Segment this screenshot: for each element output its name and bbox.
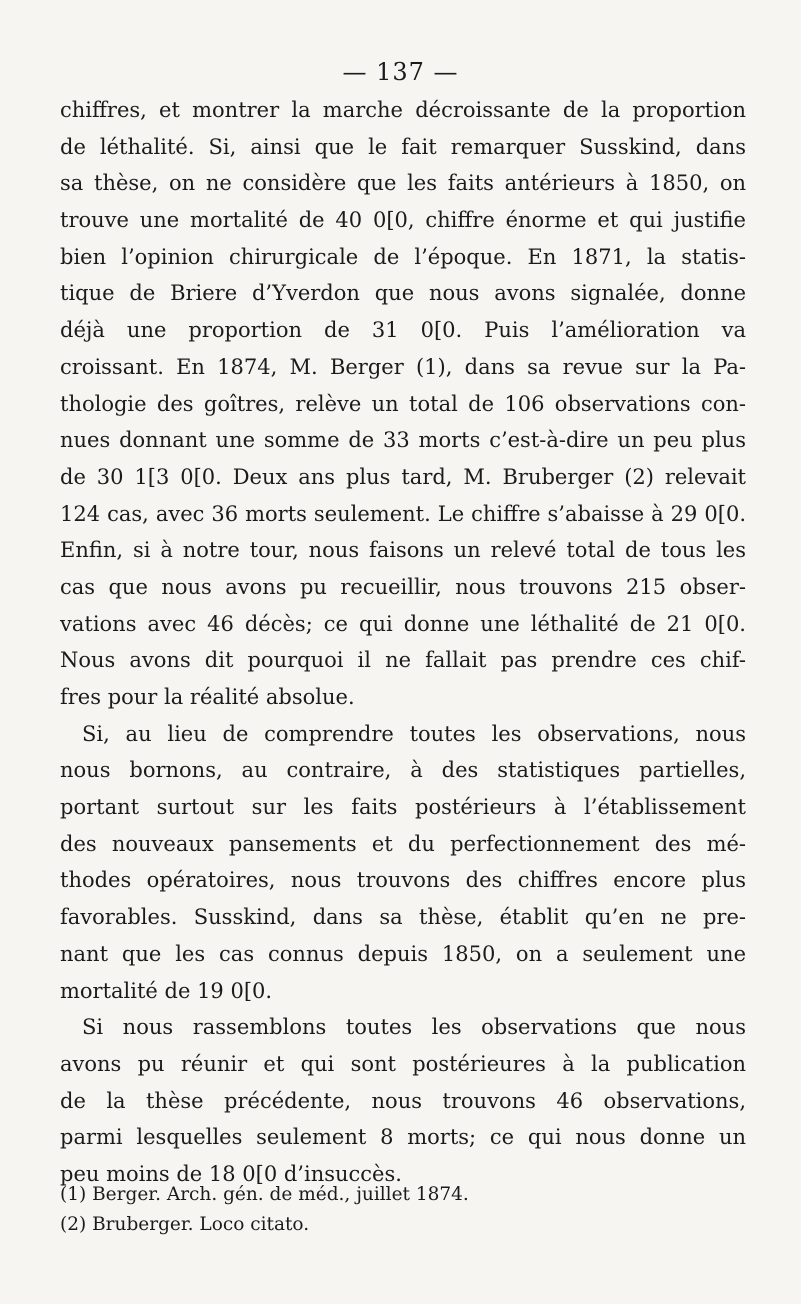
text-line: Si nous rassemblons toutes les observations que nous	[82, 1015, 746, 1040]
text-line: croissant. En 1874, M. Berger (1), dans sa revue sur la Pa-	[60, 354, 746, 379]
text-line: bien l’opinion chirurgicale de l’époque. En 1871, la statis-	[60, 244, 746, 269]
text-line: avons pu réunir et qui sont postérieures à la publication	[60, 1051, 746, 1076]
text-line: Enfin, si à notre tour, nous faisons un relevé total de tous les	[60, 538, 746, 563]
footnote: (1) Berger. Arch. gén. de méd., juillet 1874.	[60, 1184, 469, 1205]
text-line: nues donnant une somme de 33 morts c’est-à-dire un peu plus	[60, 428, 746, 453]
body-text	[60, 92, 746, 1193]
text-line: mortalité de 19 0[0.	[60, 978, 273, 1003]
text-line: fres pour la réalité absolue.	[60, 685, 355, 709]
footnote: (2) Bruberger. Loco citato.	[60, 1214, 310, 1235]
text-line: thologie des goîtres, relève un total de 106 observations con-	[60, 391, 746, 416]
text-line: portant surtout sur les faits postérieurs à l’établissement	[60, 795, 746, 820]
text-line: cas que nous avons pu recueillir, nous trouvons 215 obser-	[60, 574, 746, 599]
text-line: Nous avons dit pourquoi il ne fallait pas prendre ces chif-	[60, 648, 746, 673]
text-line: de 30 1[3 0[0. Deux ans plus tard, M. Bruberger (2) relevait	[60, 464, 746, 489]
footnotes	[60, 1180, 746, 1240]
text-line: nant que les cas connus depuis 1850, on a seulement une	[60, 941, 746, 966]
text-line: parmi lesquelles seulement 8 morts; ce qui nous donne un	[60, 1125, 746, 1150]
page-number: — 137 —	[342, 58, 459, 86]
text-line: thodes opératoires, nous trouvons des chiffres encore plus	[60, 868, 746, 893]
text-line: 124 cas, avec 36 morts seulement. Le chiffre s’abaisse à 29 0[0.	[60, 501, 746, 526]
text-line: nous bornons, au contraire, à des statistiques partielles,	[60, 758, 746, 783]
text-line: déjà une proportion de 31 0[0. Puis l’amélioration va	[60, 318, 746, 343]
text-line: de léthalité. Si, ainsi que le fait remarquer Susskind, dans	[60, 134, 746, 159]
text-line: peu moins de 18 0[0 d’insuccès.	[60, 1161, 402, 1186]
text-line: trouve une mortalité de 40 0[0, chiffre énorme et qui justifie	[60, 208, 746, 233]
text-line: tique de Briere d’Yverdon que nous avons signalée, donne	[60, 281, 746, 306]
text-line: chiffres, et montrer la marche décroissante de la proportion	[60, 98, 746, 122]
text-line: favorables. Susskind, dans sa thèse, établit qu’en ne pre-	[60, 905, 746, 930]
text-line: sa thèse, on ne considère que les faits antérieurs à 1850, on	[60, 171, 746, 196]
text-line: de la thèse précédente, nous trouvons 46 observations,	[60, 1088, 746, 1113]
text-line: des nouveaux pansements et du perfectionnement des mé-	[60, 831, 746, 856]
text-line: vations avec 46 décès; ce qui donne une léthalité de 21 0[0.	[60, 611, 746, 636]
text-line: Si, au lieu de comprendre toutes les observations, nous	[82, 721, 746, 746]
